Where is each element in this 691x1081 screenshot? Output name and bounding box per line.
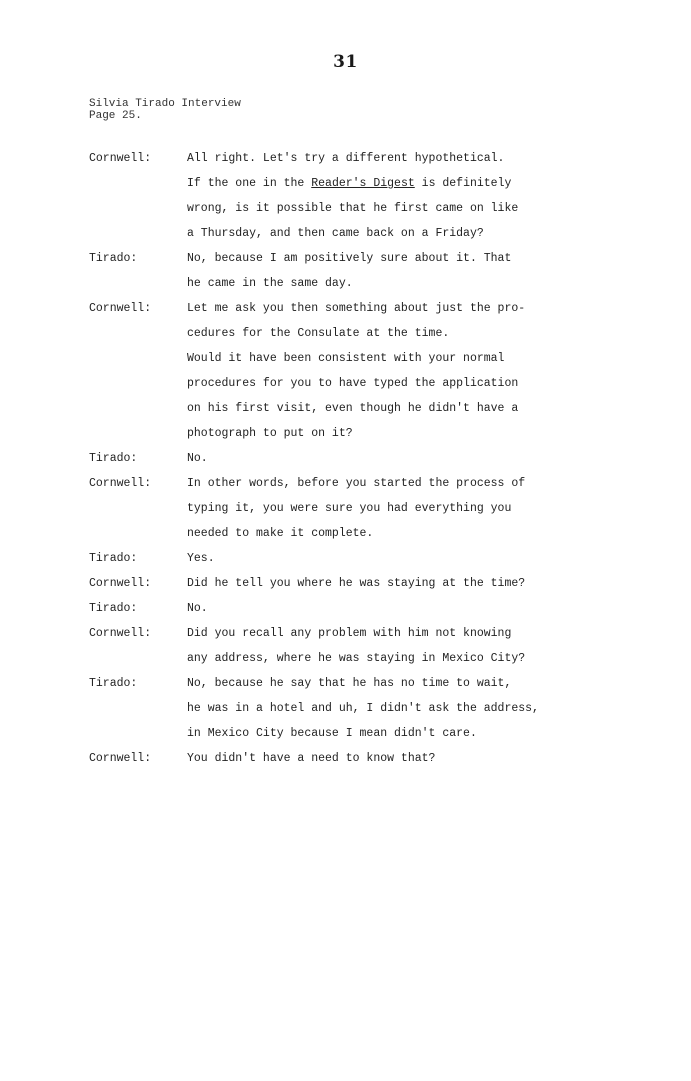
speech-text: [187, 671, 589, 746]
speech-line: typing it, you were sure you had everything you: [187, 502, 512, 515]
speech-line: wrong, is it possible that he first came on like: [187, 202, 519, 215]
speech-line: Would it have been consistent with your normal: [187, 352, 505, 365]
transcript-turn: [89, 246, 589, 296]
speaker-label: Cornwell:: [89, 577, 152, 590]
speech-text: [187, 746, 589, 771]
transcript-turn: [89, 621, 589, 671]
speech-line: No.: [187, 452, 208, 465]
speech-line: No, because I am positively sure about it. That: [187, 252, 512, 265]
line-segment: is definitely: [414, 177, 512, 190]
transcript-turn: [89, 146, 589, 246]
speaker-label: Cornwell:: [89, 627, 152, 640]
speech-line: he came in the same day.: [187, 277, 353, 290]
speech-text: [187, 471, 589, 546]
speech-line: All right. Let's try a different hypothetical.: [187, 152, 505, 165]
page-number: 31: [333, 52, 358, 72]
underlined-title: Reader's Digest: [311, 177, 415, 190]
speech-line: in Mexico City because I mean didn't care.: [187, 727, 477, 740]
header-title: Silvia Tirado Interview: [89, 98, 241, 110]
speech-line: [187, 171, 589, 196]
speech-line: he was in a hotel and uh, I didn't ask the address,: [187, 702, 539, 715]
speech-line: No, because he say that he has no time to wait,: [187, 677, 512, 690]
speech-line: needed to make it complete.: [187, 527, 374, 540]
transcript-turn: [89, 296, 589, 446]
speaker-label: Tirado:: [89, 552, 138, 565]
speech-line: cedures for the Consulate at the time.: [187, 327, 450, 340]
speech-text: [187, 571, 589, 596]
speaker-label: Tirado:: [89, 602, 138, 615]
speaker-label: Tirado:: [89, 452, 138, 465]
speech-line: on his first visit, even though he didn't have a: [187, 402, 519, 415]
line-segment: If the one in the: [187, 177, 312, 190]
transcript-turn: [89, 671, 589, 746]
document-header: [89, 98, 241, 122]
speech-text: [187, 246, 589, 296]
header-page-label: Page 25.: [89, 110, 142, 122]
speech-line: photograph to put on it?: [187, 427, 353, 440]
transcript-turn: [89, 446, 589, 471]
speech-line: No.: [187, 602, 208, 615]
speech-text: [187, 146, 589, 246]
transcript-turn: [89, 546, 589, 571]
speech-line: In other words, before you started the process of: [187, 477, 526, 490]
speech-line: procedures for you to have typed the application: [187, 377, 519, 390]
speaker-label: Cornwell:: [89, 477, 152, 490]
speech-line: Yes.: [187, 552, 215, 565]
speech-line: Did he tell you where he was staying at the time?: [187, 577, 526, 590]
speech-line: any address, where he was staying in Mexico City?: [187, 652, 526, 665]
transcript-turn: [89, 746, 589, 771]
speech-line: a Thursday, and then came back on a Friday?: [187, 227, 484, 240]
speech-line: Let me ask you then something about just the pro-: [187, 302, 526, 315]
speech-text: [187, 621, 589, 671]
interview-transcript: [89, 146, 589, 771]
transcript-turn: [89, 596, 589, 621]
speech-line: You didn't have a need to know that?: [187, 752, 436, 765]
speech-line: Did you recall any problem with him not knowing: [187, 627, 512, 640]
speech-text: [187, 546, 589, 571]
transcript-turn: [89, 471, 589, 546]
speech-text: [187, 446, 589, 471]
speech-text: [187, 296, 589, 446]
transcript-turn: [89, 571, 589, 596]
speaker-label: Cornwell:: [89, 302, 152, 315]
speaker-label: Cornwell:: [89, 752, 152, 765]
speaker-label: Tirado:: [89, 677, 138, 690]
speaker-label: Tirado:: [89, 252, 138, 265]
speaker-label: Cornwell:: [89, 152, 152, 165]
speech-text: [187, 596, 589, 621]
